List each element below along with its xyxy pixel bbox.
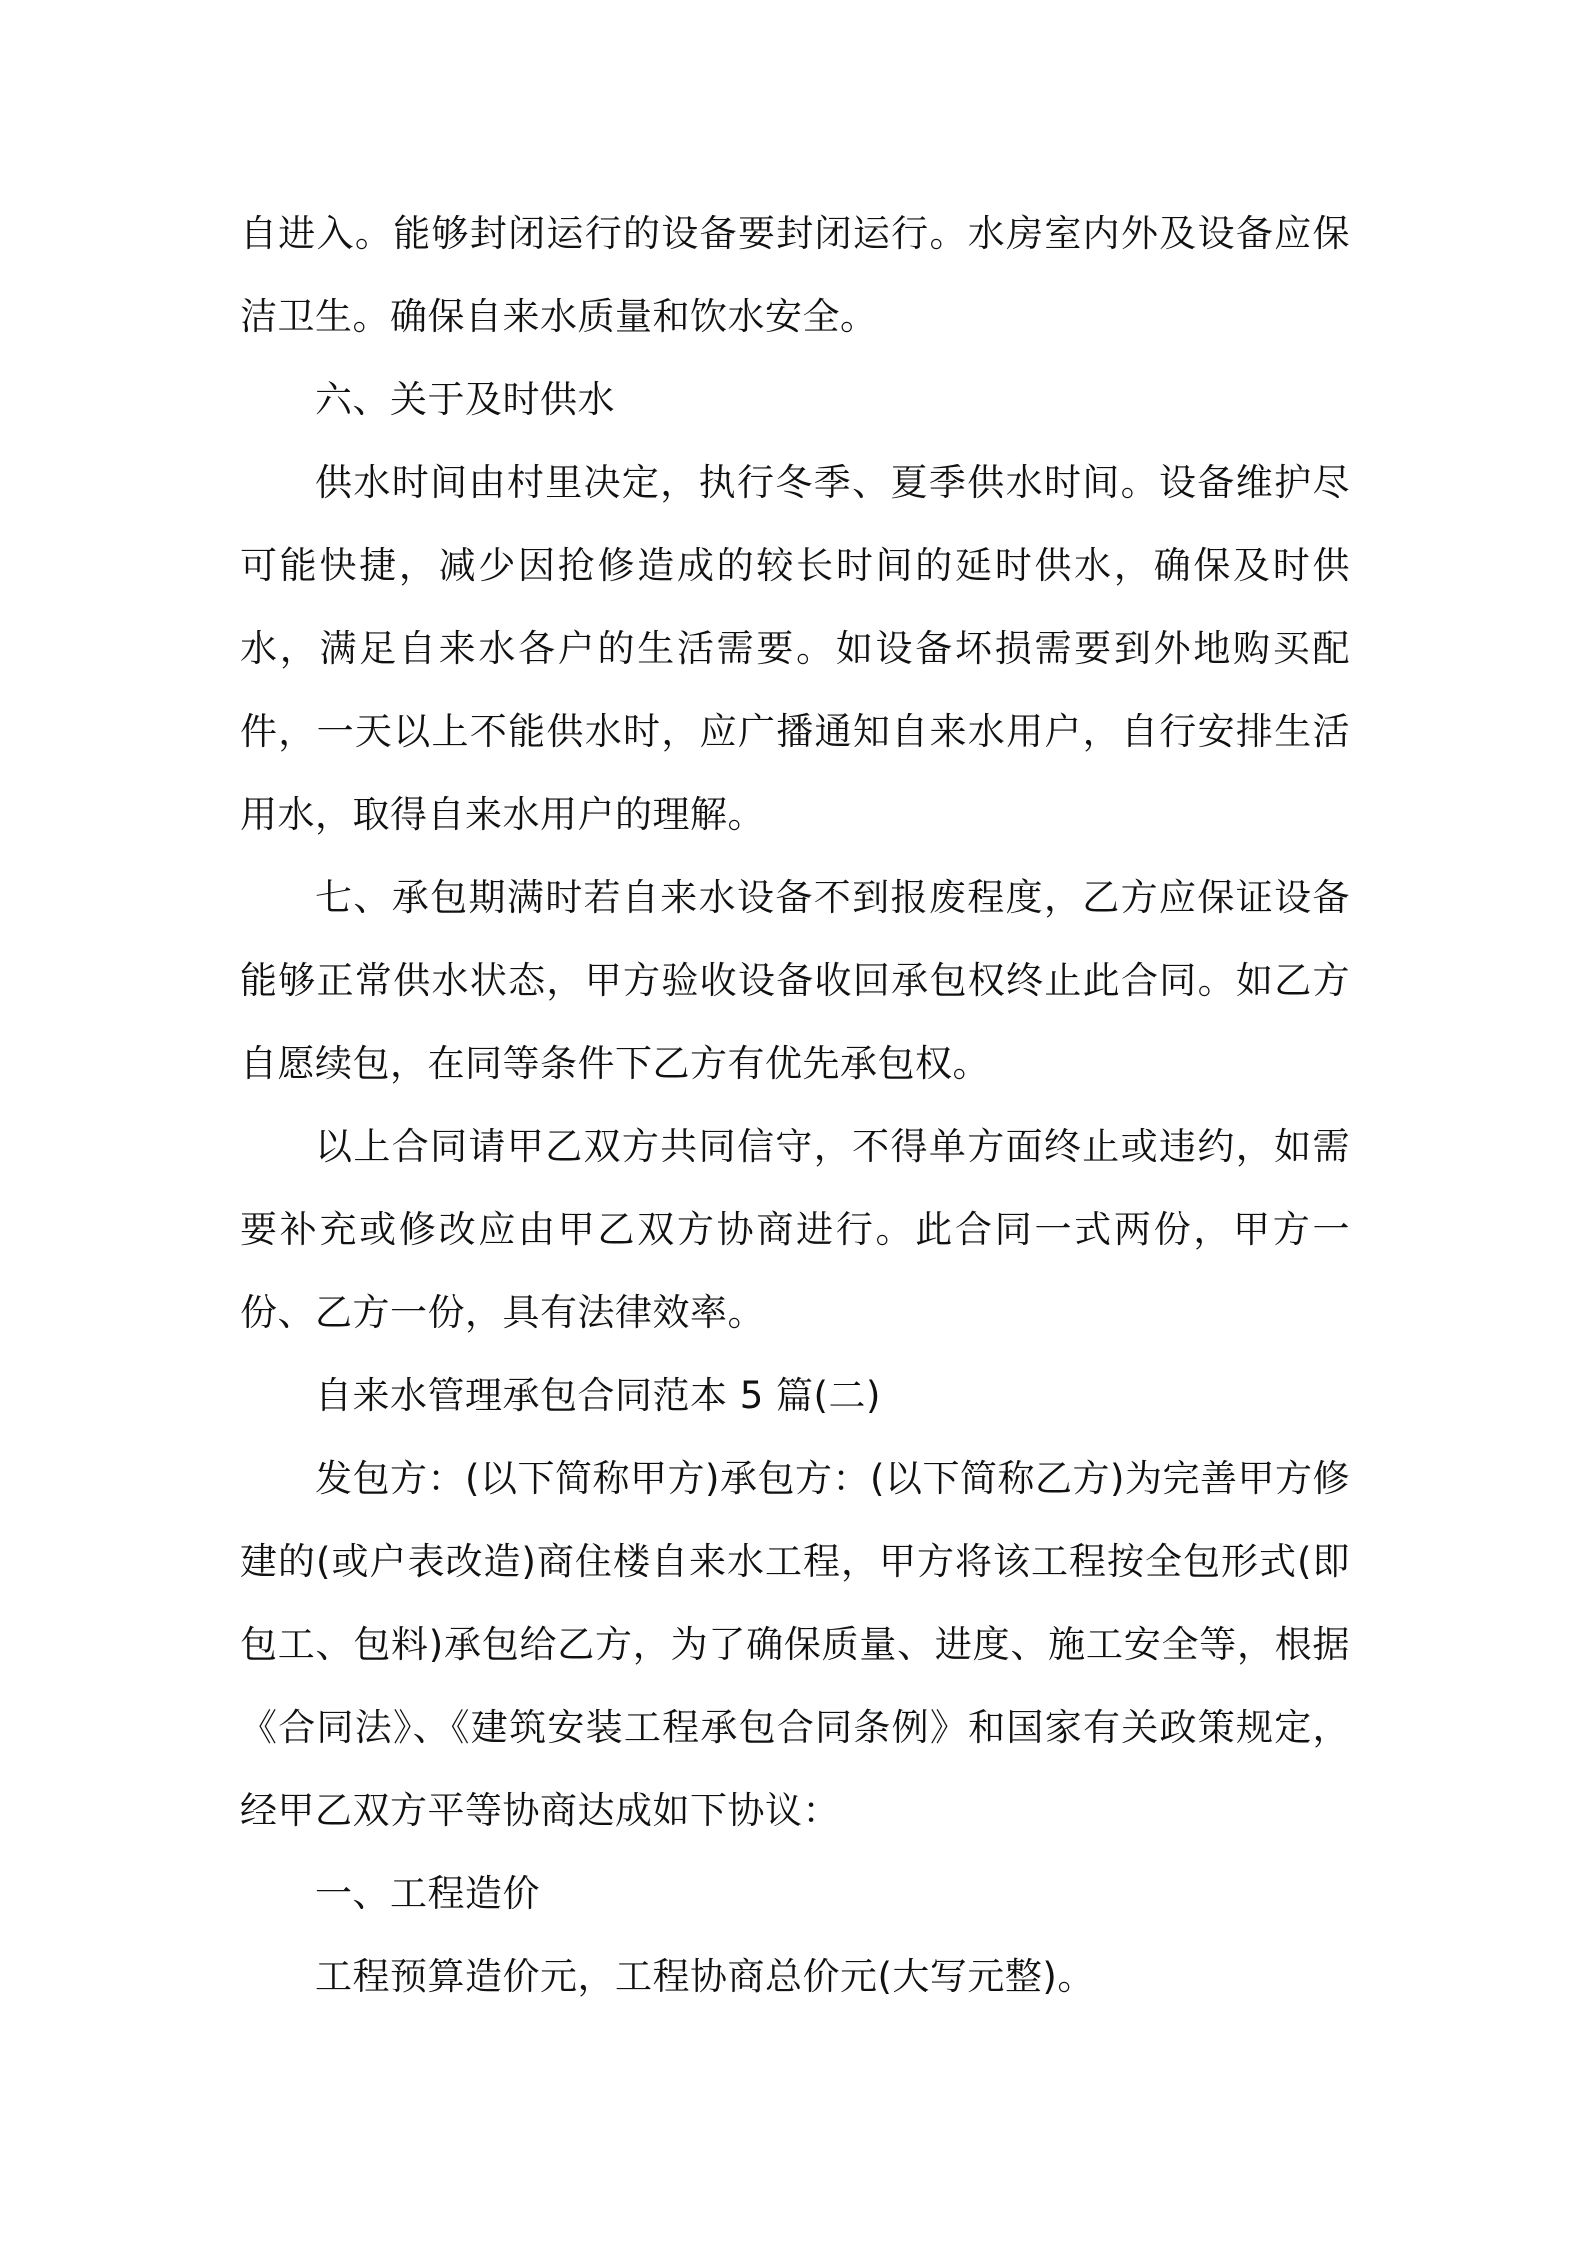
paragraph-parties-agreement: 发包方：(以下简称甲方)承包方：(以下简称乙方)为完善甲方修建的(或户表改造)商住楼自来水工程，甲方将该工程按全包形式(即包工、包料)承包给乙方，为了确保质量、进度、施工安全等，根据《合同法》、《建筑安装工程承包合同条例》和国家有关政策规定，经甲乙双方平等协商达成如下协议： xyxy=(240,1457,1350,1832)
paragraph-project-budget: 工程预算造价元，工程协商总价元(大写元整)。 xyxy=(315,1955,1095,1998)
paragraph-continuation: 自进入。能够封闭运行的设备要封闭运行。水房室内外及设备应保洁卫生。确保自来水质量和饮水安全。 xyxy=(240,212,1350,338)
document-body xyxy=(240,192,1350,2018)
paragraph-water-supply-time: 供水时间由村里决定，执行冬季、夏季供水时间。设备维护尽可能快捷，减少因抢修造成的较长时间的延时供水，确保及时供水，满足自来水各户的生活需要。如设备坏损需要到外地购买配件，一天以上不能供水时，应广播通知自来水用户，自行安排生活用水，取得自来水用户的理解。 xyxy=(240,461,1350,836)
section-heading-project-cost: 一、工程造价 xyxy=(315,1872,540,1915)
paragraph-contract-expiry: 七、承包期满时若自来水设备不到报废程度，乙方应保证设备能够正常供水状态，甲方验收设备收回承包权终止此合同。如乙方自愿续包，在同等条件下乙方有优先承包权。 xyxy=(240,876,1350,1085)
section-title-contract-two: 自来水管理承包合同范本 5 篇(二) xyxy=(315,1374,881,1417)
paragraph-contract-closing: 以上合同请甲乙双方共同信守，不得单方面终止或违约，如需要补充或修改应由甲乙双方协商进行。此合同一式两份，甲方一份、乙方一份，具有法律效率。 xyxy=(240,1125,1350,1334)
section-heading-timely-water-supply: 六、关于及时供水 xyxy=(315,378,615,421)
